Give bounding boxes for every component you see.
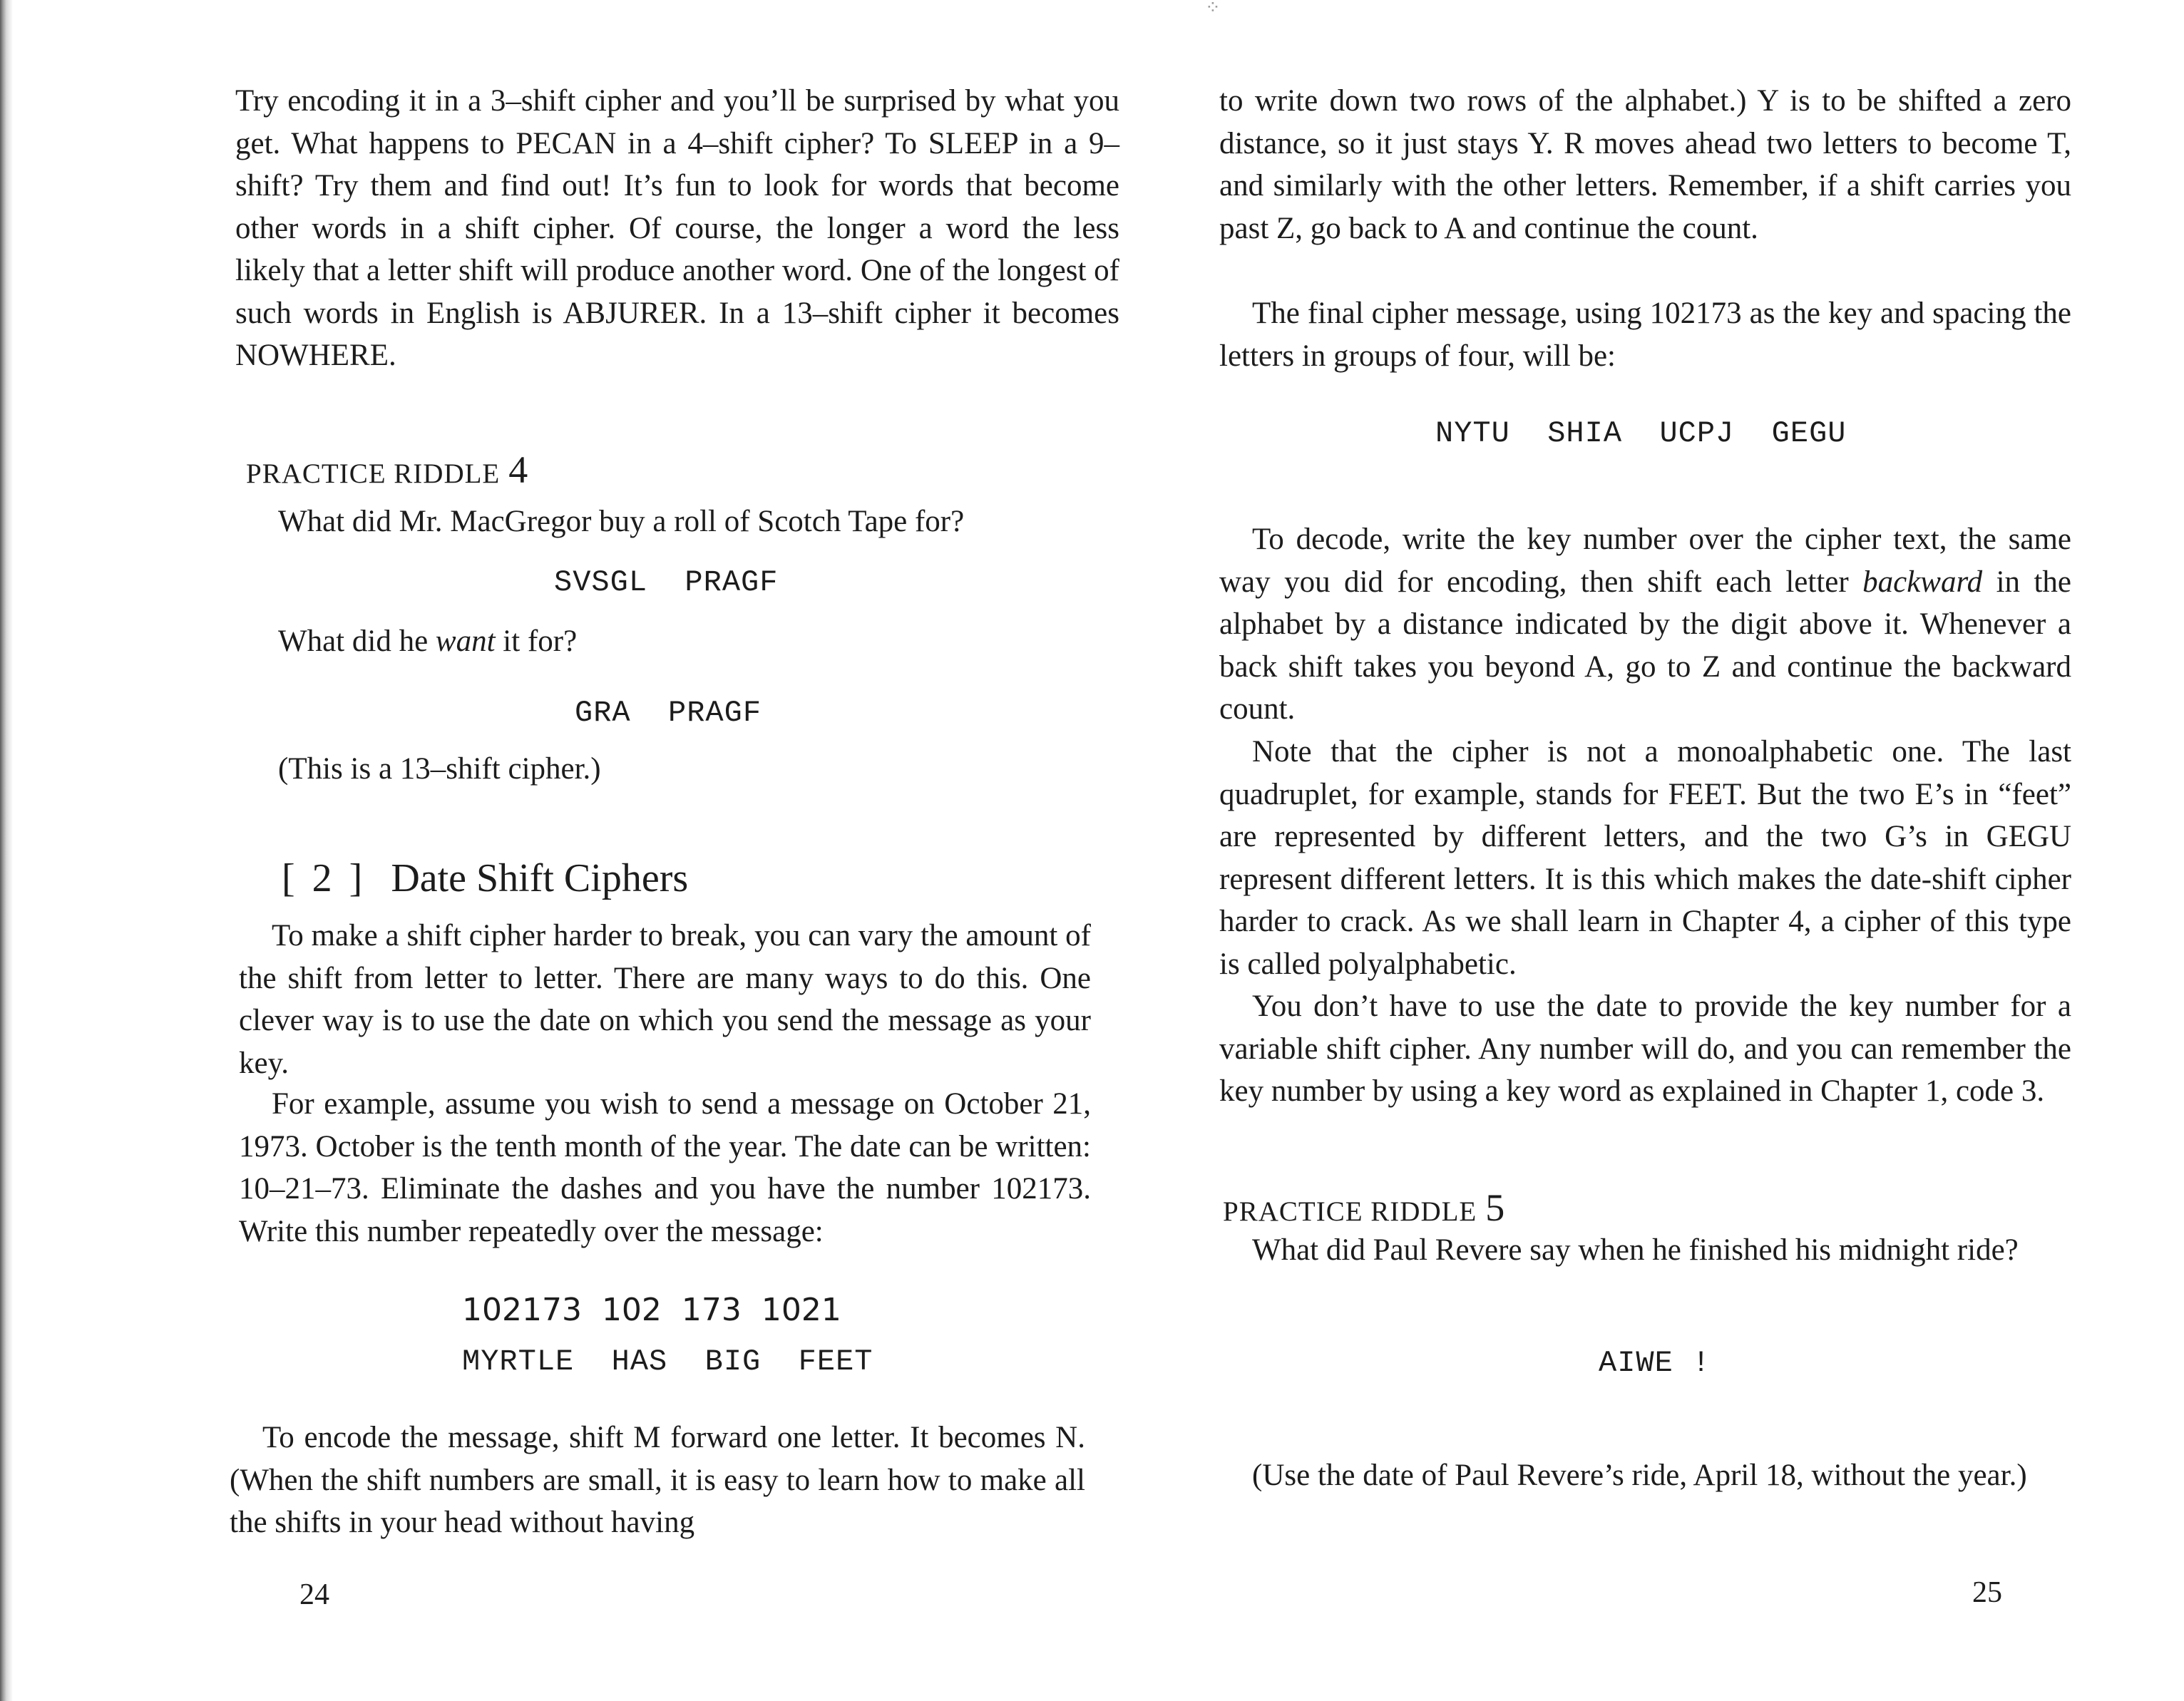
- riddle-4-note: (This is a 13–shift cipher.): [278, 752, 601, 786]
- paragraph-date-shift-intro: To make a shift cipher harder to break, you can vary the amount of the shift from letter to letter. There are many ways to do this. One clever way is to use the date on which you send the message as your key.: [239, 919, 1091, 1080]
- paragraph-final-message: The final cipher message, using 102173 as the key and spacing the letters in groups of four, will be:: [1219, 297, 2071, 373]
- page-number-24: 24: [299, 1578, 329, 1611]
- riddle-label: PRACTICE RIDDLE: [1223, 1196, 1477, 1227]
- page-number-25: 25: [1972, 1576, 2002, 1609]
- riddle-number: 4: [508, 448, 528, 491]
- paragraph-decode: To decode, write the key number over the cipher text, the same way you did for encoding, then shift each letter backward in the alphabet by a distance indicated by the digit above it. Whenever a back shift takes you beyond A, go to Z and continue the backward count.: [1219, 523, 2071, 726]
- paragraph-date-example: For example, assume you wish to send a message on October 21, 1973. October is the tenth month of the year. The date can be written: 10–21–73. Eliminate the dashes and you have the number 102173. Write this number repeatedly over the message:: [239, 1087, 1091, 1248]
- riddle-number: 5: [1485, 1186, 1505, 1229]
- riddle-5-question: What did Paul Revere say when he finished his midnight ride?: [1252, 1233, 2019, 1267]
- paragraph-shift-continuation: to write down two rows of the alphabet.) Y is to be shifted a zero distance, so it just stays Y. R moves ahead two letters to become T, and similarly with the other letters. Remember, if a shift carries you past Z, go back to A and continue the count.: [1219, 84, 2071, 245]
- practice-riddle-5-heading: [1223, 1186, 1504, 1230]
- book-binding-shadow: [0, 0, 13, 1701]
- practice-riddle-4-heading: [246, 448, 528, 492]
- section-2-title: [ 2 ] Date Shift Ciphers: [282, 856, 689, 900]
- paragraph-shift-examples: Try encoding it in a 3–shift cipher and you’ll be surprised by what you get. What happens to PECAN in a 4–shift cipher? To SLEEP in a 9–shift? Try them and find out! It’s fun to look for words that become other words in a shift cipher. Of course, the longer a word the less likely that a letter shift will produce another word. One of the longest of such words in English is ABJURER. In a 13–shift cipher it becomes NOWHERE.: [235, 84, 1119, 372]
- riddle-5-note: (Use the date of Paul Revere’s ride, April 18, without the year.): [1252, 1459, 2027, 1492]
- riddle-label: PRACTICE RIDDLE: [246, 458, 501, 489]
- key-digits-row: 102173 102 173 1021: [462, 1292, 841, 1328]
- final-cipher-message: NYTU SHIA UCPJ GEGU: [1435, 416, 1847, 451]
- paragraph-polyalphabetic-note: Note that the cipher is not a monoalphabetic one. The last quadruplet, for example, stands for FEET. But the two E’s in “feet” are represented by different letters, and the two G’s in GEGU represent different letters. It is this which makes the date-shift cipher harder to crack. As we shall learn in Chapter 4, a cipher of this type is called polyalphabetic.: [1219, 735, 2071, 981]
- section-number: 2: [312, 856, 332, 900]
- riddle-4-cipher-1: SVSGL PRAGF: [554, 565, 779, 600]
- riddle-4-question-1: What did Mr. MacGregor buy a roll of Scotch Tape for?: [278, 505, 965, 538]
- gutter-speck: ⁘: [1205, 0, 1221, 19]
- riddle-4-cipher-2: GRA PRAGF: [575, 696, 762, 730]
- paragraph-encode: To encode the message, shift M forward one letter. It becomes N. (When the shift numbers are small, it is easy to learn how to make all the shifts in your head without having: [230, 1421, 1085, 1539]
- paragraph-key-number: You don’t have to use the date to provide the key number for a variable shift cipher. Any number will do, and you can remember the key number by using a key word as explained in Chapter 1, code 3.: [1219, 990, 2071, 1108]
- section-title-text: Date Shift Ciphers: [391, 856, 689, 900]
- riddle-4-question-2: What did he want it for?: [278, 625, 578, 658]
- riddle-5-cipher: AIWE !: [1599, 1346, 1711, 1380]
- key-message-row: MYRTLE HAS BIG FEET: [462, 1345, 873, 1379]
